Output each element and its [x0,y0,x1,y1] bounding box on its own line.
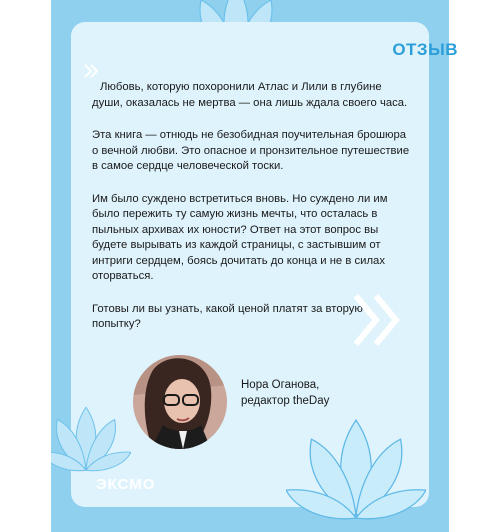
review-paragraph: Готовы ли вы узнать, какой ценой платят за вторую попытку? [92,302,363,330]
avatar [133,355,227,449]
double-chevron-icon [350,290,410,350]
quote-icon [82,62,100,80]
author-role: редактор theDay [241,395,330,407]
lotus-icon [51,400,131,480]
review-paragraph: Любовь, которую похоронили Атлас и Лили в глубине души, оказалась не мертва — она лишь ждала своего часа. [92,81,408,109]
section-label: ОТЗЫВ [392,40,458,59]
review-paragraph: Эта книга — отнюдь не безобидная поучительная брошюра о вечной любви. Это опасное и пронзительное путешествие в самое сердце человеческой тоски. [92,129,410,172]
review-paragraph: Им было суждено встретиться вновь. Но суждено ли им было пережить ту самую жизнь мечты, что осталась в пыльных архивах их юности? Ответ на этот вопрос вы будете вырывать из каждой страницы, с застывшим от интриги сердцем, боясь дочитать до конца и не в силах оторваться. [92,192,388,282]
publisher-logo: ЭКСМО [96,476,156,493]
author-info [241,377,329,409]
lotus-icon [286,410,426,532]
author-name: Нора Оганова, [241,379,320,391]
